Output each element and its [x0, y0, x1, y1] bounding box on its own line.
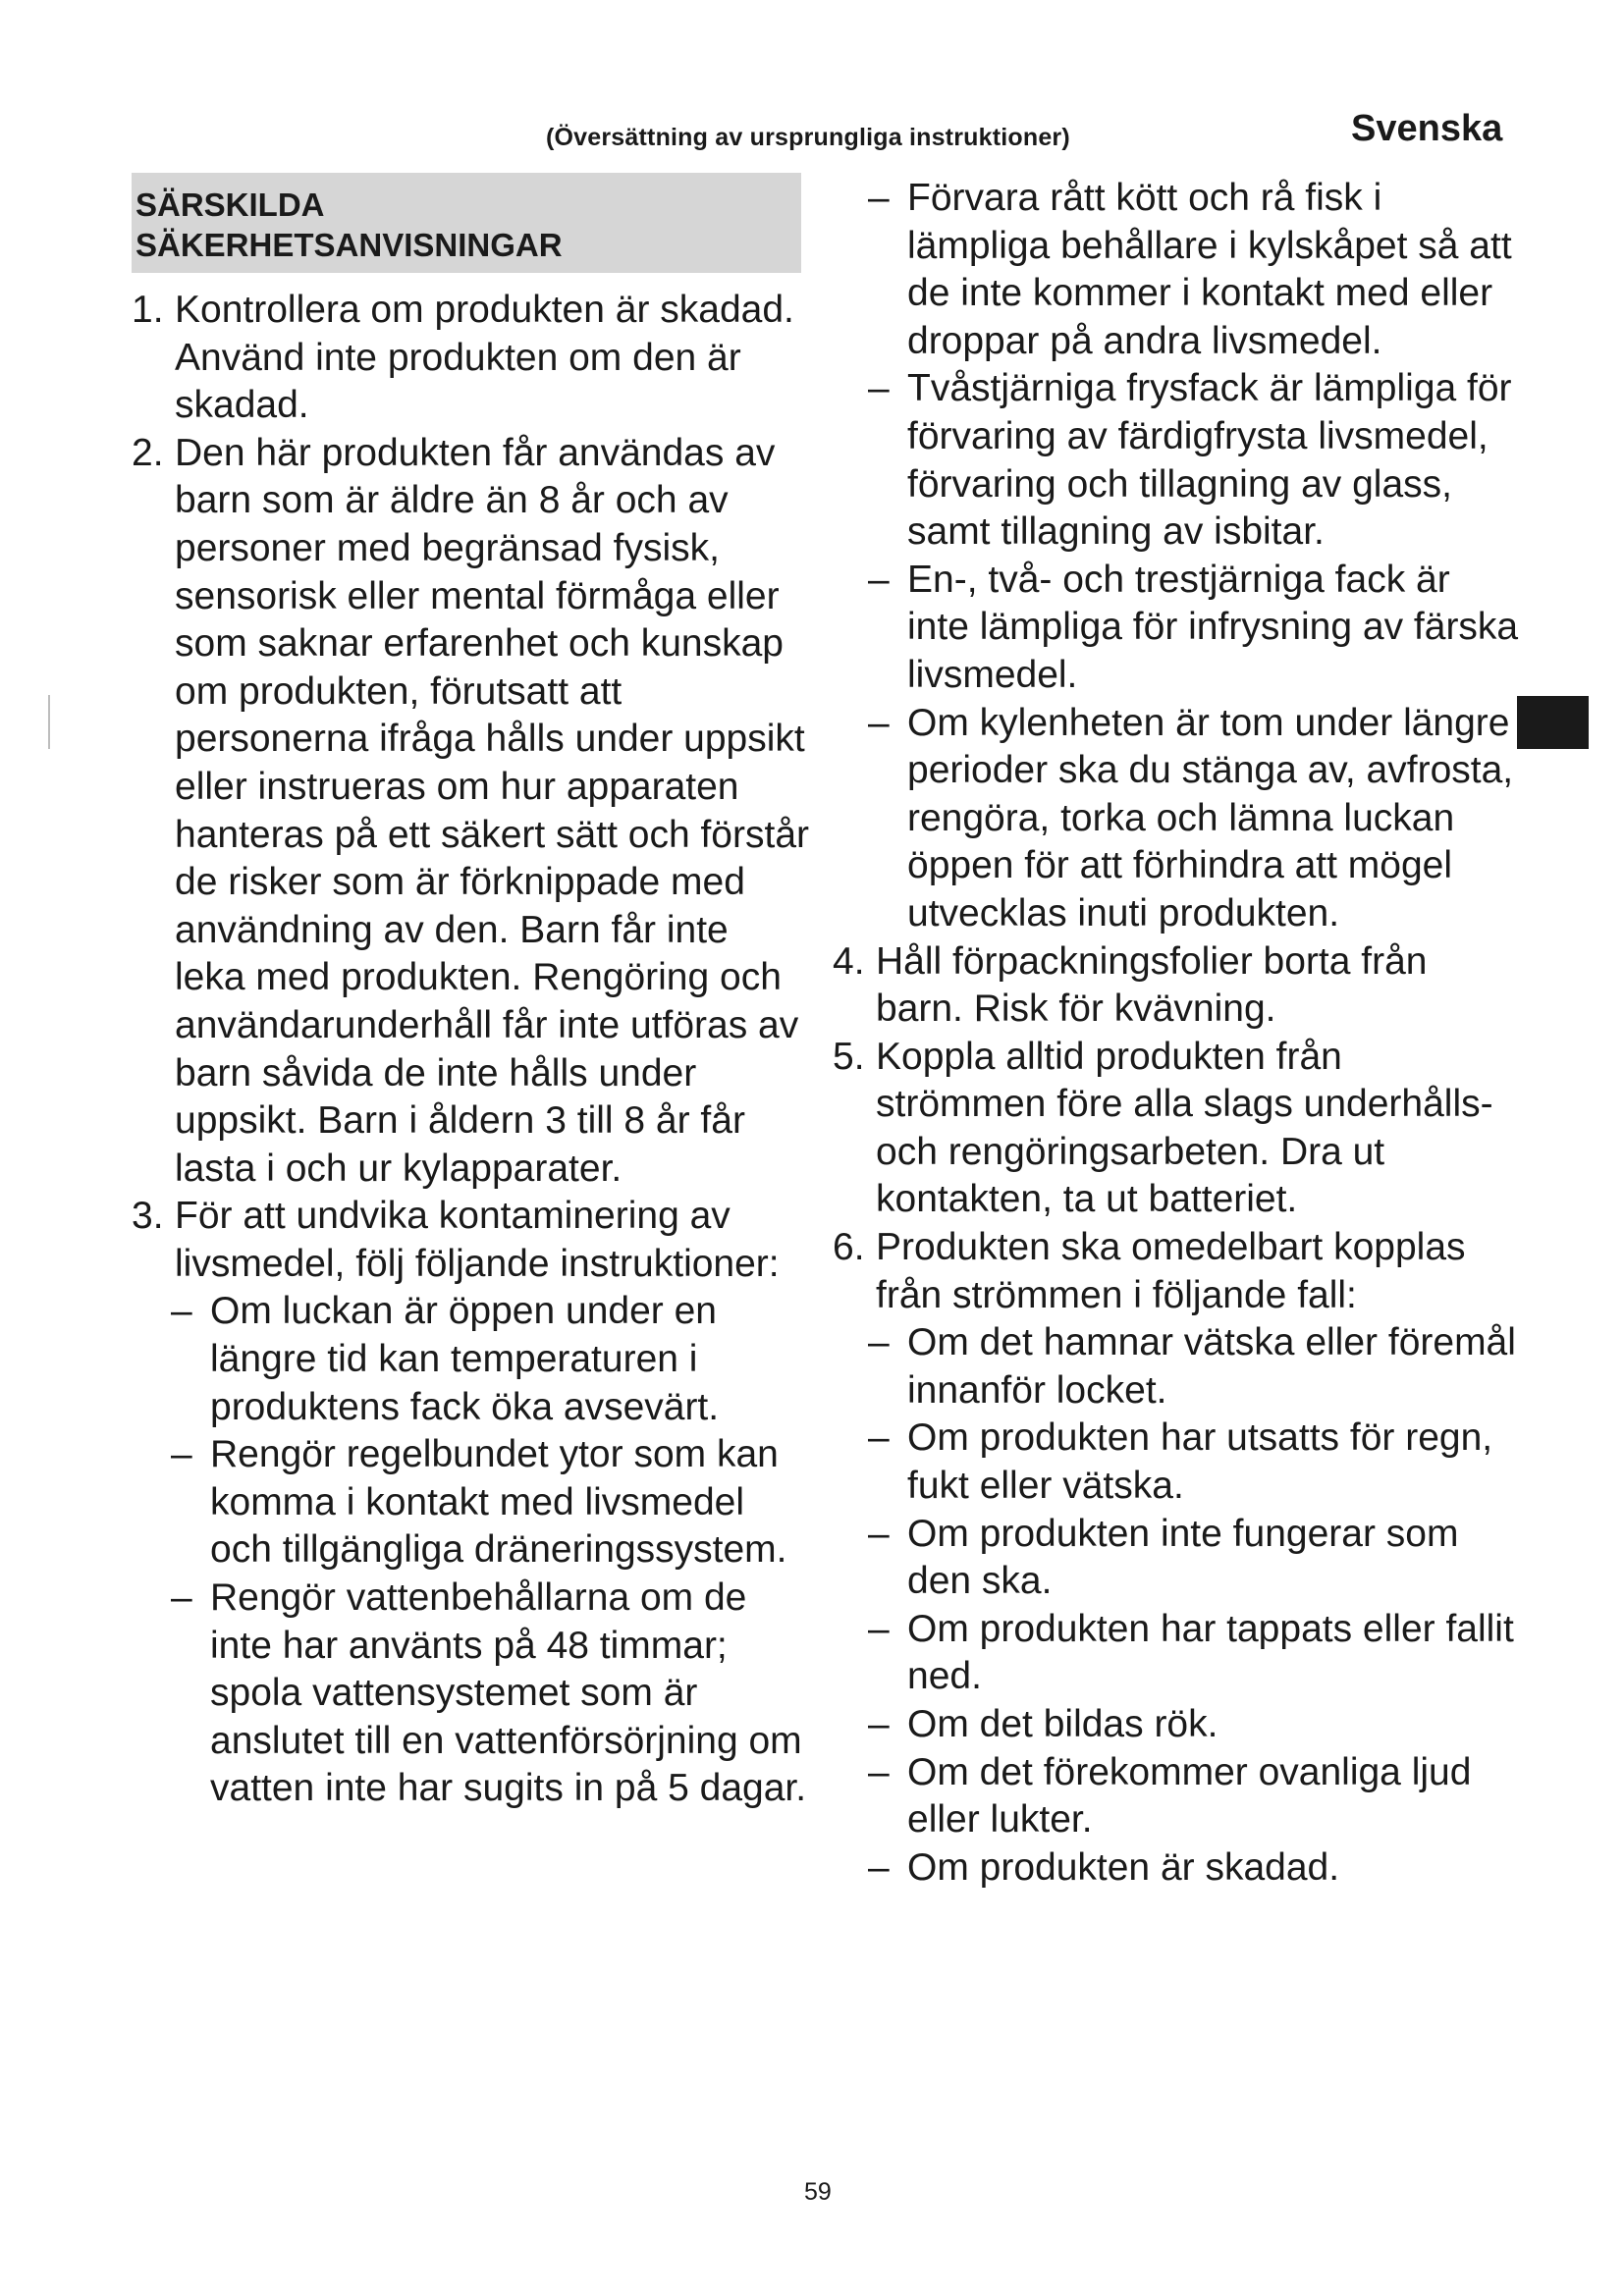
sub-item-text: Om det förekommer ovanliga ljud eller lukter.	[907, 1750, 1472, 1842]
sub-item-text: Om produkten har utsatts för regn, fukt eller vätska.	[907, 1416, 1493, 1508]
sub-item	[171, 1431, 809, 1575]
item-number: 6.	[833, 1226, 865, 1269]
dash-marker: –	[868, 558, 890, 601]
instruction-item-3	[132, 1193, 809, 1288]
sub-item	[868, 700, 1520, 938]
section-title	[132, 173, 801, 273]
instruction-item-4	[833, 938, 1520, 1034]
dash-marker: –	[868, 1416, 890, 1460]
section-title-line-2: SÄKERHETSANVISNINGAR	[135, 227, 563, 263]
sub-item-text: Tvåstjärniga frysfack är lämpliga för förvaring av färdigfrysta livsmedel, förvaring och tillagning av glass, samt tillagning av isbitar.	[907, 367, 1512, 554]
instruction-item-1	[132, 287, 809, 430]
sub-item-text: Rengör regelbundet ytor som kan komma i kontakt med livsmedel och tillgängliga dräneringssystem.	[210, 1433, 787, 1572]
item-text: Koppla alltid produkten från strömmen före alla slags underhålls- och rengöringsarbeten. Dra ut kontakten, ta ut batteriet.	[876, 1035, 1493, 1221]
sub-item-text: En-, två- och trestjärniga fack är inte lämpliga för infrysning av färska livsmedel.	[907, 558, 1519, 696]
dash-marker: –	[868, 1321, 890, 1364]
dash-marker: –	[868, 1703, 890, 1745]
sub-item	[868, 175, 1520, 365]
sub-item	[868, 1749, 1520, 1844]
sub-item	[868, 1844, 1520, 1893]
instruction-item-2	[132, 430, 809, 1194]
sub-item-text: Om produkten har tappats eller fallit ned.	[907, 1607, 1514, 1698]
sub-item	[171, 1575, 809, 1813]
item-text: Kontrollera om produkten är skadad. Använd inte produkten om den är skadad.	[175, 289, 794, 427]
dash-marker: –	[171, 1576, 192, 1620]
dash-marker: –	[868, 1750, 890, 1793]
page-number: 59	[804, 2178, 832, 2206]
dash-marker: –	[868, 367, 890, 410]
sub-item-text: Om produkten är skadad.	[907, 1845, 1340, 1889]
sub-item-text: Om det bildas rök.	[907, 1703, 1218, 1745]
item-text: Håll förpackningsfolier borta från barn. Risk för kvävning.	[876, 939, 1428, 1031]
dash-marker: –	[868, 1845, 890, 1889]
item-number: 5.	[833, 1035, 865, 1078]
sub-item	[868, 1606, 1520, 1701]
language-tab-marker	[1517, 696, 1589, 749]
dash-marker: –	[868, 177, 890, 219]
sub-item	[868, 1415, 1520, 1510]
dash-marker: –	[171, 1433, 192, 1476]
sub-item	[868, 1701, 1520, 1749]
sub-item-text: Om luckan är öppen under en längre tid kan temperaturen i produktens fack öka avsevärt.	[210, 1290, 720, 1428]
section-title-line-1: SÄRSKILDA	[135, 187, 325, 223]
sub-item	[171, 1288, 809, 1431]
dash-marker: –	[171, 1290, 192, 1333]
dash-marker: –	[868, 1512, 890, 1555]
item-number: 3.	[132, 1195, 164, 1238]
sub-item-text: Om det hamnar vätska eller föremål innanför locket.	[907, 1321, 1516, 1412]
sub-item	[868, 365, 1520, 556]
item-number: 1.	[132, 289, 164, 331]
sub-item-text: Rengör vattenbehållarna om de inte har använts på 48 timmar; spola vattensystemet som är anslutet till en vattenförsörjning om vatten inte har sugits in på 5 dagar.	[210, 1576, 807, 1810]
sub-item-text: Om kylenheten är tom under längre perioder ska du stänga av, avfrosta, rengöra, torka och lämna luckan öppen för att förhindra att mögel utvecklas inuti produkten.	[907, 701, 1514, 934]
right-column	[833, 175, 1520, 1892]
item-text: Produkten ska omedelbart kopplas från strömmen i följande fall:	[876, 1226, 1466, 1316]
dash-marker: –	[868, 701, 890, 744]
sub-item-text: Förvara rått kött och rå fisk i lämpliga behållare i kylskåpet så att de inte kommer i kontakt med eller droppar på andra livsmedel.	[907, 177, 1512, 362]
translation-note: (Översättning av ursprungliga instruktioner)	[546, 124, 1070, 151]
dash-marker: –	[868, 1607, 890, 1650]
sub-item	[868, 1319, 1520, 1415]
sub-item-text: Om produkten inte fungerar som den ska.	[907, 1512, 1459, 1603]
sub-item	[868, 557, 1520, 700]
item-number: 4.	[833, 939, 865, 983]
instruction-item-6	[833, 1224, 1520, 1319]
instruction-item-5	[833, 1034, 1520, 1224]
item-text: Den här produkten får användas av barn som är äldre än 8 år och av personer med begränsad fysisk, sensorisk eller mental förmåga eller som saknar erfarenhet och kunskap om produkten, förutsatt att personerna ifråga hålls under uppsikt eller instrueras om hur apparaten hanteras på ett säkert sätt och förstår de risker som är förknippade med användning av den. Barn får inte leka med produkten. Rengöring och användarunderhåll får inte utföras av barn såvida de inte hålls under uppsikt. Barn i åldern 3 till 8 år får lasta i och ur kylapparater.	[175, 431, 809, 1190]
left-column	[132, 287, 809, 1813]
sub-item	[868, 1511, 1520, 1606]
language-label: Svenska	[1351, 108, 1503, 149]
item-text: För att undvika kontaminering av livsmedel, följ följande instruktioner:	[175, 1195, 780, 1285]
item-number: 2.	[132, 431, 164, 474]
binding-margin-line	[48, 695, 50, 749]
